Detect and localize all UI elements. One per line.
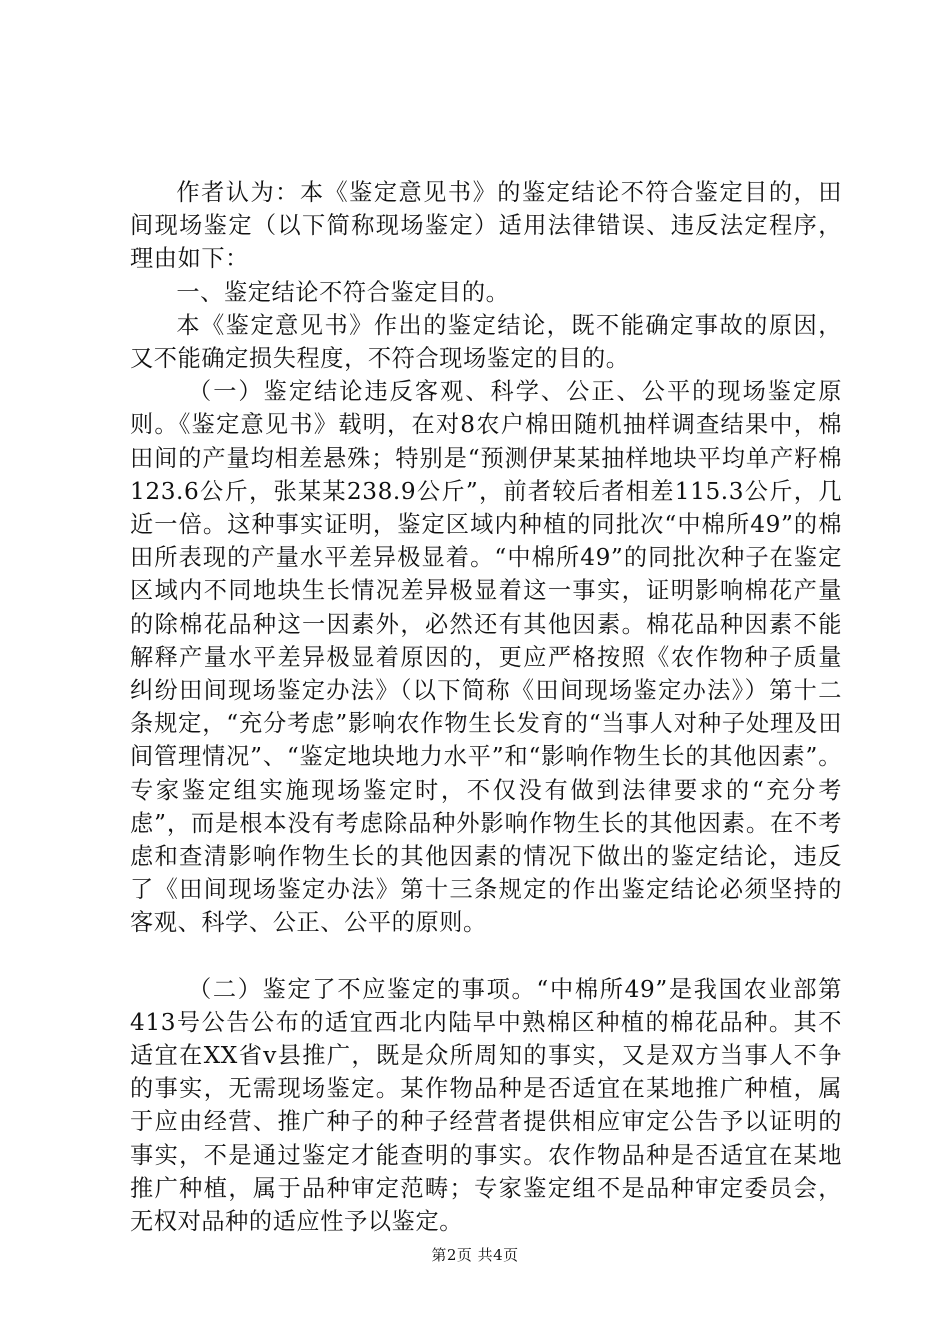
section-heading-1: 一、鉴定结论不符合鉴定目的。 [176,278,510,306]
paragraph-subsection-1: （一）鉴定结论违反客观、科学、公正、公平的现场鉴定原则。《鉴定意见书》载明，在对8农户棉田随机抽样调查结果中，棉田间的产量均相差悬殊；特别是“预测伊某某抽样地块平均单产籽棉123.6公斤，张某某238.9公斤”，前者较后者相差115.3公斤，几近一倍。这种事实证明，鉴定区域内种植的同批次“中棉所49”的棉田所表现的产量水平差异极显着。“中棉所49”的同批次种子在鉴定区域内不同地块生长情况差异极显着这一事实，证明影响棉花产量的除棉花品种这一因素外，必然还有其他因素。棉花品种因素不能解释产量水平差异极显着原因的，更应严格按照《农作物种子质量纠纷田间现场鉴定办法》（以下简称《田间现场鉴定办法》）第十二条规定，“充分考虑”影响农作物生长发育的“当事人对种子处理及田间管理情况”、“鉴定地块地力水平”和“影响作物生长的其他因素”。专家鉴定组实施现场鉴定时，不仅没有做到法律要求的“充分考虑”，而是根本没有考虑除品种外影响作物生长的其他因素。在不考虑和查清影响作物生长的其他因素的情况下做出的鉴定结论，违反了《田间现场鉴定办法》第十三条规定的作出鉴定结论必须坚持的客观、科学、公正、公平的原则。 [130,378,842,937]
document-body [130,176,842,1238]
paragraph-intro: 作者认为：本《鉴定意见书》的鉴定结论不符合鉴定目的，田间现场鉴定（以下简称现场鉴定）适用法律错误、违反法定程序，理由如下： [130,179,842,273]
page-number-footer: 第2页 共4页 [431,1246,519,1264]
paragraph-section-1: 本《鉴定意见书》作出的鉴定结论，既不能确定事故的原因，又不能确定损失程度，不符合现场鉴定的目的。 [130,311,842,373]
paragraph-subsection-2: （二）鉴定了不应鉴定的事项。“中棉所49”是我国农业部第413号公告公布的适宜西北内陆早中熟棉区种植的棉花品种。其不适宜在XX省v县推广，既是众所周知的事实，又是双方当事人不争的事实，无需现场鉴定。某作物品种是否适宜在某地推广种植，属于应由经营、推广种子的种子经营者提供相应审定公告予以证明的事实，不是通过鉴定才能查明的事实。农作物品种是否适宜在某地推广种植，属于品种审定范畴；专家鉴定组不是品种审定委员会，无权对品种的适应性予以鉴定。 [130,975,842,1236]
